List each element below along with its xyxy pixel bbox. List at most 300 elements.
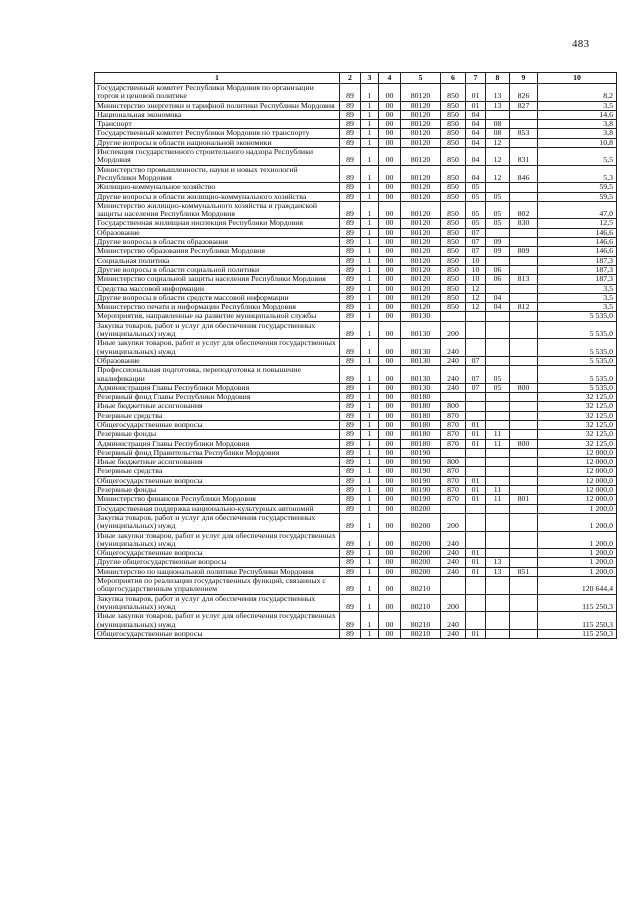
cell-code: 1 xyxy=(361,138,379,147)
cell-code xyxy=(510,192,538,201)
cell-code xyxy=(441,448,466,457)
cell-code: 01 xyxy=(466,101,486,110)
column-header: 8 xyxy=(486,73,510,84)
cell-code: 1 xyxy=(361,120,379,129)
cell-code: 870 xyxy=(441,476,466,485)
cell-code: 850 xyxy=(441,183,466,192)
cell-amount: 3,5 xyxy=(538,303,617,312)
cell-code: 00 xyxy=(379,513,401,531)
cell-code: 06 xyxy=(486,265,510,274)
cell-name: Закупка товаров, работ и услуг для обеспечения государственных (муниципальных) нужд xyxy=(95,594,340,612)
cell-code: 00 xyxy=(379,356,401,365)
cell-name: Другие вопросы в области образования xyxy=(95,238,340,247)
cell-code xyxy=(441,577,466,595)
cell-code: 80190 xyxy=(401,458,441,467)
cell-code: 00 xyxy=(379,577,401,595)
cell-code: 1 xyxy=(361,513,379,531)
table-body xyxy=(95,84,617,639)
cell-code: 00 xyxy=(379,531,401,549)
cell-code: 05 xyxy=(466,201,486,219)
cell-code: 80200 xyxy=(401,558,441,567)
cell-amount: 5,3 xyxy=(538,165,617,183)
cell-code: 80180 xyxy=(401,430,441,439)
cell-code: 89 xyxy=(340,219,361,228)
cell-amount: 12,5 xyxy=(538,219,617,228)
cell-amount: 5 535,0 xyxy=(538,383,617,392)
cell-amount: 32 125,0 xyxy=(538,430,617,439)
table-row xyxy=(95,284,617,293)
cell-name: Администрация Главы Республики Мордовия xyxy=(95,439,340,448)
cell-code: 00 xyxy=(379,303,401,312)
cell-code: 1 xyxy=(361,129,379,138)
cell-code xyxy=(486,531,510,549)
cell-code: 240 xyxy=(441,339,466,357)
cell-amount: 115 250,3 xyxy=(538,612,617,630)
cell-code: 1 xyxy=(361,356,379,365)
cell-code: 80120 xyxy=(401,148,441,166)
cell-code: 80190 xyxy=(401,448,441,457)
cell-code: 04 xyxy=(466,129,486,138)
column-header: 5 xyxy=(401,73,441,84)
cell-amount: 115 250,3 xyxy=(538,629,617,638)
cell-amount: 5 535,0 xyxy=(538,366,617,384)
cell-name: Национальная экономика xyxy=(95,110,340,119)
cell-code: 08 xyxy=(486,120,510,129)
cell-code: 00 xyxy=(379,84,401,102)
cell-code: 00 xyxy=(379,165,401,183)
cell-code xyxy=(510,467,538,476)
cell-code: 00 xyxy=(379,256,401,265)
cell-code: 89 xyxy=(340,531,361,549)
cell-code: 800 xyxy=(441,402,466,411)
cell-code: 80130 xyxy=(401,321,441,339)
cell-code: 1 xyxy=(361,148,379,166)
cell-code: 89 xyxy=(340,148,361,166)
cell-code: 00 xyxy=(379,183,401,192)
cell-name: Иные бюджетные ассигнования xyxy=(95,458,340,467)
cell-code: 11 xyxy=(486,495,510,504)
cell-code: 89 xyxy=(340,420,361,429)
cell-code: 00 xyxy=(379,192,401,201)
cell-code: 831 xyxy=(510,148,538,166)
cell-code xyxy=(486,612,510,630)
cell-code: 80200 xyxy=(401,513,441,531)
cell-code: 89 xyxy=(340,284,361,293)
table-row xyxy=(95,476,617,485)
cell-amount: 5 535,0 xyxy=(538,321,617,339)
cell-code: 240 xyxy=(441,531,466,549)
cell-code: 89 xyxy=(340,303,361,312)
cell-code xyxy=(510,120,538,129)
cell-code xyxy=(486,458,510,467)
cell-code: 1 xyxy=(361,312,379,321)
cell-code xyxy=(486,629,510,638)
table-row xyxy=(95,321,617,339)
cell-code: 1 xyxy=(361,366,379,384)
cell-name: Резервные средства xyxy=(95,467,340,476)
cell-code: 870 xyxy=(441,411,466,420)
cell-name: Иные бюджетные ассигнования xyxy=(95,402,340,411)
cell-code: 12 xyxy=(466,303,486,312)
cell-code xyxy=(510,558,538,567)
cell-code: 80180 xyxy=(401,393,441,402)
cell-code: 89 xyxy=(340,247,361,256)
cell-code: 80120 xyxy=(401,138,441,147)
cell-code: 830 xyxy=(510,219,538,228)
cell-code: 240 xyxy=(441,558,466,567)
table-row xyxy=(95,558,617,567)
cell-amount: 3,5 xyxy=(538,101,617,110)
cell-name: Министерство социальной защиты населения Республики Мордовия xyxy=(95,275,340,284)
cell-code: 240 xyxy=(441,366,466,384)
cell-code: 1 xyxy=(361,458,379,467)
cell-amount: 59,5 xyxy=(538,192,617,201)
cell-code: 1 xyxy=(361,101,379,110)
cell-amount: 146,6 xyxy=(538,247,617,256)
cell-code: 1 xyxy=(361,411,379,420)
cell-code: 11 xyxy=(486,486,510,495)
cell-code: 1 xyxy=(361,84,379,102)
table-row xyxy=(95,101,617,110)
cell-code: 89 xyxy=(340,339,361,357)
cell-amount: 32 125,0 xyxy=(538,402,617,411)
table-row xyxy=(95,303,617,312)
cell-code: 850 xyxy=(441,165,466,183)
cell-code xyxy=(486,339,510,357)
cell-code: 07 xyxy=(466,383,486,392)
cell-code: 09 xyxy=(486,238,510,247)
cell-code: 850 xyxy=(441,303,466,312)
cell-code: 89 xyxy=(340,402,361,411)
cell-amount: 12 000,0 xyxy=(538,467,617,476)
cell-code: 80120 xyxy=(401,110,441,119)
cell-name: Общегосударственные вопросы xyxy=(95,476,340,485)
table-row xyxy=(95,430,617,439)
cell-name: Резервные средства xyxy=(95,411,340,420)
cell-code: 89 xyxy=(340,238,361,247)
cell-code xyxy=(466,612,486,630)
cell-code: 1 xyxy=(361,383,379,392)
cell-code: 12 xyxy=(466,293,486,302)
table-row xyxy=(95,228,617,237)
cell-code: 00 xyxy=(379,312,401,321)
cell-amount: 1 200,0 xyxy=(538,549,617,558)
cell-code: 80190 xyxy=(401,486,441,495)
cell-code: 80210 xyxy=(401,594,441,612)
cell-code: 00 xyxy=(379,284,401,293)
cell-code: 00 xyxy=(379,504,401,513)
cell-code: 850 xyxy=(441,247,466,256)
cell-code xyxy=(510,531,538,549)
cell-name: Социальная политика xyxy=(95,256,340,265)
cell-code: 1 xyxy=(361,430,379,439)
cell-name: Другие вопросы в области национальной экономики xyxy=(95,138,340,147)
cell-code: 89 xyxy=(340,629,361,638)
table-row xyxy=(95,594,617,612)
cell-code: 800 xyxy=(441,458,466,467)
cell-code xyxy=(510,504,538,513)
cell-amount: 3,8 xyxy=(538,120,617,129)
cell-code: 80120 xyxy=(401,101,441,110)
cell-code: 89 xyxy=(340,486,361,495)
cell-code: 00 xyxy=(379,366,401,384)
cell-amount: 12 000,0 xyxy=(538,448,617,457)
cell-code: 80190 xyxy=(401,467,441,476)
cell-code: 1 xyxy=(361,238,379,247)
cell-code xyxy=(510,393,538,402)
cell-code: 89 xyxy=(340,228,361,237)
cell-code: 09 xyxy=(486,247,510,256)
table-row xyxy=(95,356,617,365)
cell-code: 00 xyxy=(379,458,401,467)
cell-name: Государственная жилищная инспекция Республики Мордовия xyxy=(95,219,340,228)
cell-code: 1 xyxy=(361,293,379,302)
cell-amount: 12 000,0 xyxy=(538,486,617,495)
cell-code: 00 xyxy=(379,495,401,504)
cell-code: 07 xyxy=(466,366,486,384)
cell-code: 80200 xyxy=(401,531,441,549)
cell-code xyxy=(510,238,538,247)
cell-amount: 59,5 xyxy=(538,183,617,192)
cell-name: Образование xyxy=(95,356,340,365)
cell-code: 89 xyxy=(340,567,361,576)
cell-code xyxy=(510,476,538,485)
cell-code xyxy=(466,339,486,357)
table-row xyxy=(95,110,617,119)
cell-code: 850 xyxy=(441,201,466,219)
cell-code: 240 xyxy=(441,356,466,365)
cell-code: 89 xyxy=(340,138,361,147)
cell-code: 89 xyxy=(340,356,361,365)
cell-code: 13 xyxy=(486,101,510,110)
cell-code: 89 xyxy=(340,458,361,467)
cell-code: 80120 xyxy=(401,293,441,302)
cell-code xyxy=(466,448,486,457)
cell-code: 07 xyxy=(466,238,486,247)
cell-code xyxy=(486,513,510,531)
cell-code: 200 xyxy=(441,513,466,531)
column-header: 7 xyxy=(466,73,486,84)
cell-amount: 8,2 xyxy=(538,84,617,102)
cell-code: 850 xyxy=(441,120,466,129)
cell-code: 1 xyxy=(361,549,379,558)
cell-amount: 146,6 xyxy=(538,228,617,237)
cell-code: 1 xyxy=(361,467,379,476)
cell-code: 89 xyxy=(340,321,361,339)
cell-code: 80120 xyxy=(401,129,441,138)
table-row xyxy=(95,513,617,531)
cell-code: 05 xyxy=(486,201,510,219)
cell-code: 850 xyxy=(441,275,466,284)
cell-amount: 12 000,0 xyxy=(538,495,617,504)
cell-code: 851 xyxy=(510,567,538,576)
cell-code: 1 xyxy=(361,219,379,228)
cell-amount: 32 125,0 xyxy=(538,420,617,429)
cell-amount: 12 000,0 xyxy=(538,458,617,467)
cell-code: 1 xyxy=(361,228,379,237)
cell-code: 11 xyxy=(486,430,510,439)
cell-code xyxy=(510,577,538,595)
cell-code: 850 xyxy=(441,110,466,119)
cell-code: 10 xyxy=(466,275,486,284)
cell-code: 850 xyxy=(441,192,466,201)
cell-code: 89 xyxy=(340,439,361,448)
cell-code: 00 xyxy=(379,430,401,439)
cell-code: 1 xyxy=(361,303,379,312)
cell-code: 13 xyxy=(486,567,510,576)
cell-code: 870 xyxy=(441,467,466,476)
cell-code: 89 xyxy=(340,430,361,439)
cell-code: 80180 xyxy=(401,420,441,429)
cell-code: 80190 xyxy=(401,476,441,485)
cell-code xyxy=(510,312,538,321)
cell-code: 1 xyxy=(361,448,379,457)
cell-code: 200 xyxy=(441,321,466,339)
cell-name: Другие вопросы в области средств массовой информации xyxy=(95,293,340,302)
column-header: 6 xyxy=(441,73,466,84)
cell-code xyxy=(510,430,538,439)
cell-amount: 187,3 xyxy=(538,275,617,284)
table-row xyxy=(95,577,617,595)
cell-code xyxy=(510,402,538,411)
cell-code: 80120 xyxy=(401,183,441,192)
cell-code xyxy=(510,110,538,119)
cell-code xyxy=(466,594,486,612)
cell-code: 05 xyxy=(486,383,510,392)
cell-code xyxy=(510,411,538,420)
cell-code: 00 xyxy=(379,101,401,110)
cell-code: 01 xyxy=(466,430,486,439)
table-row xyxy=(95,448,617,457)
cell-name: Мероприятия, направленные на развитие муниципальной службы xyxy=(95,312,340,321)
cell-code: 00 xyxy=(379,612,401,630)
cell-code: 01 xyxy=(466,495,486,504)
cell-code: 89 xyxy=(340,183,361,192)
cell-code: 80190 xyxy=(401,495,441,504)
cell-name: Общегосударственные вопросы xyxy=(95,549,340,558)
cell-amount: 3,5 xyxy=(538,284,617,293)
cell-code xyxy=(510,458,538,467)
cell-code: 809 xyxy=(510,247,538,256)
cell-code: 1 xyxy=(361,284,379,293)
cell-code: 850 xyxy=(441,228,466,237)
cell-name: Другие вопросы в области жилищно-коммунального хозяйства xyxy=(95,192,340,201)
cell-code: 800 xyxy=(510,383,538,392)
cell-code: 1 xyxy=(361,439,379,448)
cell-code xyxy=(441,393,466,402)
cell-code: 80120 xyxy=(401,247,441,256)
cell-code xyxy=(510,448,538,457)
cell-code: 89 xyxy=(340,256,361,265)
cell-code: 870 xyxy=(441,439,466,448)
cell-code: 1 xyxy=(361,531,379,549)
cell-amount: 5 535,0 xyxy=(538,356,617,365)
cell-name: Жилищно-коммунальное хозяйство xyxy=(95,183,340,192)
cell-code: 1 xyxy=(361,247,379,256)
cell-code xyxy=(486,448,510,457)
table-row xyxy=(95,504,617,513)
cell-code: 1 xyxy=(361,558,379,567)
cell-code: 80120 xyxy=(401,228,441,237)
cell-name: Министерство промышленности, науки и новых технологий Республики Мордовия xyxy=(95,165,340,183)
cell-code: 850 xyxy=(441,293,466,302)
cell-code: 800 xyxy=(510,439,538,448)
cell-code: 1 xyxy=(361,567,379,576)
header-row xyxy=(95,73,617,84)
cell-code: 00 xyxy=(379,201,401,219)
cell-code xyxy=(510,293,538,302)
cell-code: 850 xyxy=(441,84,466,102)
table-row xyxy=(95,293,617,302)
cell-code: 05 xyxy=(466,183,486,192)
cell-name: Профессиональная подготовка, переподготовка и повышение квалификации xyxy=(95,366,340,384)
cell-code: 80120 xyxy=(401,120,441,129)
page-number: 483 xyxy=(572,38,590,50)
cell-code xyxy=(466,393,486,402)
cell-code: 850 xyxy=(441,138,466,147)
cell-name: Министерство по национальной политике Республики Мордовия xyxy=(95,567,340,576)
cell-code: 80130 xyxy=(401,312,441,321)
cell-amount: 146,6 xyxy=(538,238,617,247)
cell-code: 850 xyxy=(441,256,466,265)
cell-code xyxy=(486,411,510,420)
cell-code: 80180 xyxy=(401,439,441,448)
cell-code: 200 xyxy=(441,594,466,612)
cell-code: 00 xyxy=(379,148,401,166)
table-row xyxy=(95,265,617,274)
cell-code xyxy=(466,467,486,476)
cell-code xyxy=(486,577,510,595)
table-row xyxy=(95,402,617,411)
cell-code: 80120 xyxy=(401,303,441,312)
column-header: 4 xyxy=(379,73,401,84)
cell-name: Администрация Главы Республики Мордовия xyxy=(95,383,340,392)
cell-code: 89 xyxy=(340,411,361,420)
cell-code: 89 xyxy=(340,549,361,558)
cell-code: 80120 xyxy=(401,219,441,228)
cell-code: 01 xyxy=(466,476,486,485)
cell-code: 80120 xyxy=(401,284,441,293)
table-row xyxy=(95,84,617,102)
cell-code: 04 xyxy=(466,110,486,119)
cell-code: 04 xyxy=(466,138,486,147)
cell-amount: 47,0 xyxy=(538,201,617,219)
cell-amount: 115 250,3 xyxy=(538,594,617,612)
cell-name: Резервные фонды xyxy=(95,486,340,495)
cell-code: 00 xyxy=(379,486,401,495)
cell-code: 850 xyxy=(441,219,466,228)
cell-code: 80120 xyxy=(401,238,441,247)
cell-code: 00 xyxy=(379,549,401,558)
cell-code: 00 xyxy=(379,110,401,119)
cell-code xyxy=(486,183,510,192)
cell-name: Иные закупки товаров, работ и услуг для обеспечения государственных (муниципальных) нужд xyxy=(95,531,340,549)
cell-code: 00 xyxy=(379,129,401,138)
cell-name: Резервный фонд Правительства Республики Мордовия xyxy=(95,448,340,457)
cell-code: 89 xyxy=(340,476,361,485)
cell-code: 240 xyxy=(441,383,466,392)
cell-code: 1 xyxy=(361,577,379,595)
cell-code xyxy=(510,339,538,357)
cell-code xyxy=(510,138,538,147)
cell-amount: 1 200,0 xyxy=(538,531,617,549)
table-row xyxy=(95,219,617,228)
cell-name: Иные закупки товаров, работ и услуг для обеспечения государственных (муниципальных) нужд xyxy=(95,612,340,630)
cell-code: 00 xyxy=(379,120,401,129)
column-header: 1 xyxy=(95,73,340,84)
cell-code xyxy=(466,577,486,595)
table-row xyxy=(95,339,617,357)
